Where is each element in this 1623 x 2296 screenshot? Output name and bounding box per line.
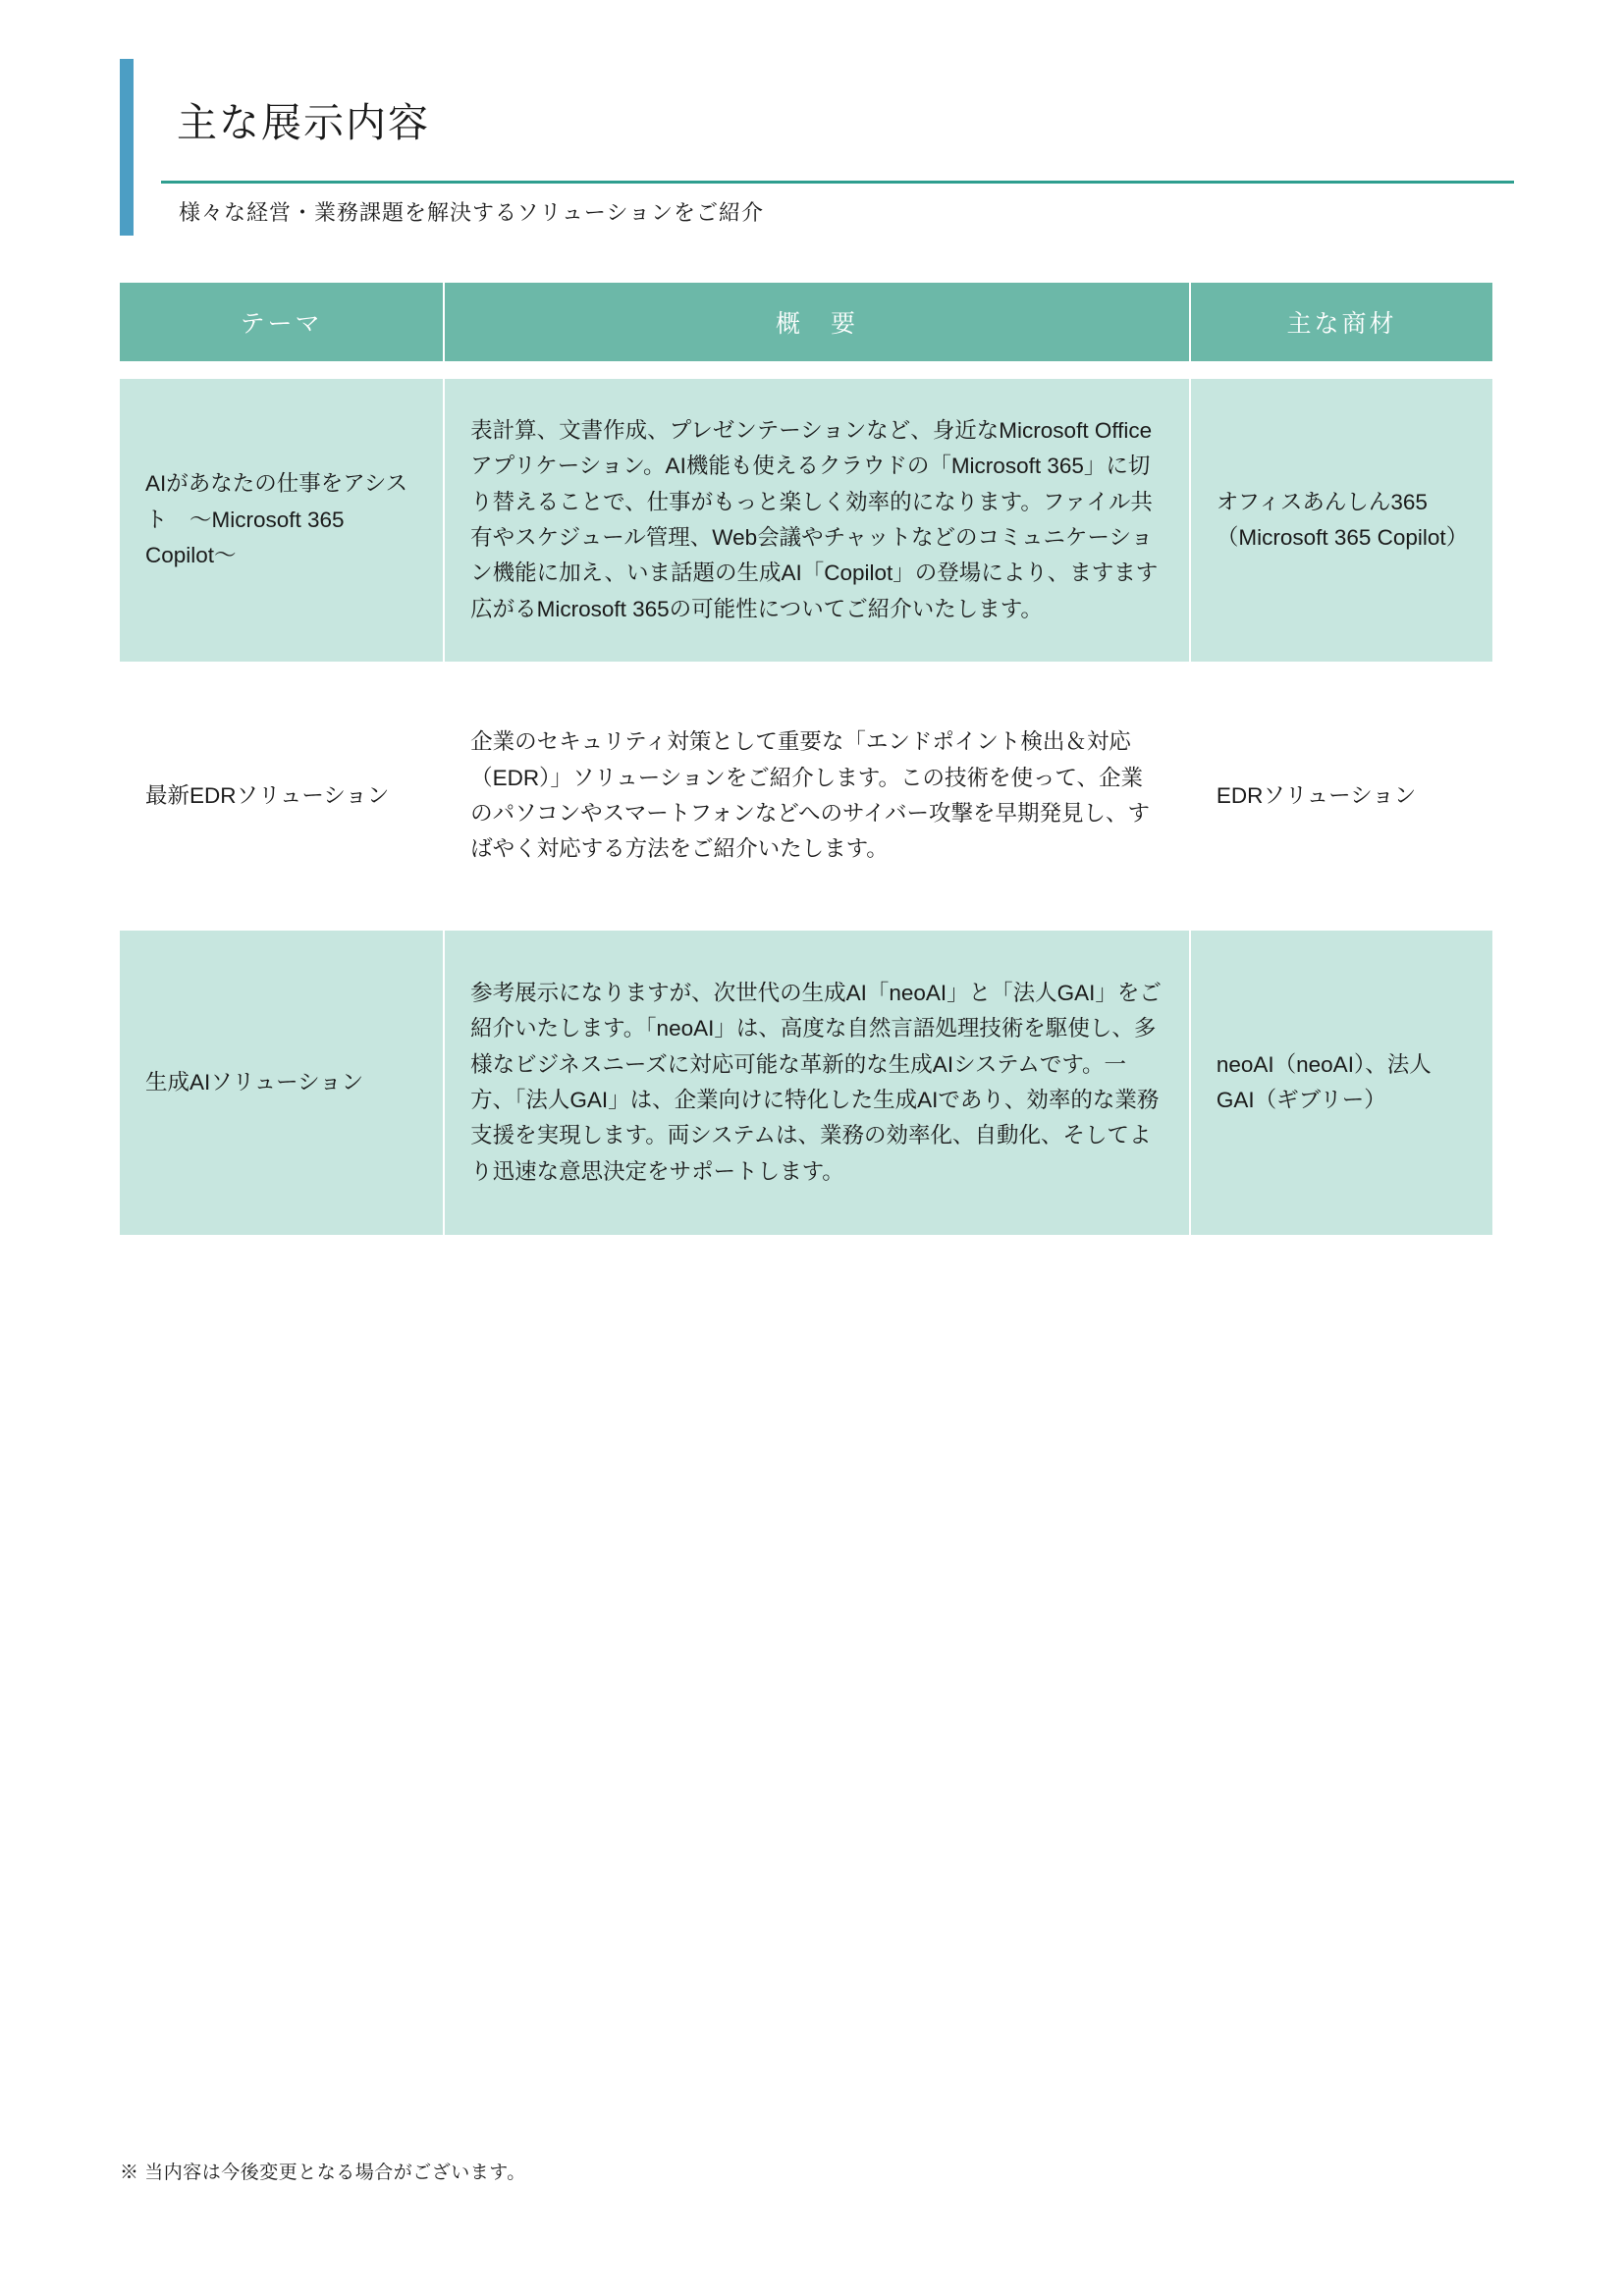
column-header-product: 主な商材 (1191, 283, 1492, 361)
cell-product (1191, 379, 1492, 662)
product-text: neoAI（neoAI）、法人GAI（ギブリー） (1216, 1051, 1432, 1112)
cell-theme (120, 722, 443, 870)
page-subtitle: 様々な経営・業務課題を解決するソリューションをご紹介 (179, 200, 765, 225)
theme-text: 生成AIソリューション (145, 1069, 364, 1095)
footer-note: ※ 当内容は今後変更となる場合がございます。 (120, 2163, 526, 2183)
cell-theme (120, 931, 443, 1235)
column-header-theme: テーマ (120, 283, 443, 361)
product-text: オフィスあんしん365（Microsoft 365 Copilot） (1216, 489, 1469, 550)
table-row (120, 379, 1492, 662)
table-row (120, 931, 1492, 1235)
header-accent-bar (120, 59, 134, 236)
table-row (120, 722, 1492, 870)
description-text: 企業のセキュリティ対策として重要な「エンドポイント検出＆対応（EDR）」ソリューションをご紹介します。この技術を使って、企業のパソコンやスマートフォンなどへのサイバー攻撃を早期発見し、すばやく対応する方法をご紹介いたします。 (470, 729, 1150, 862)
product-text: EDRソリューション (1216, 782, 1417, 808)
cell-description (445, 931, 1189, 1235)
cell-description (445, 722, 1189, 870)
exhibit-table (120, 283, 1492, 1235)
cell-product (1191, 722, 1492, 870)
page-title: 主な展示内容 (177, 100, 430, 145)
cell-theme (120, 379, 443, 662)
theme-text: AIがあなたの仕事をアシスト 〜Microsoft 365 Copilot〜 (145, 471, 408, 568)
description-text: 表計算、文書作成、プレゼンテーションなど、身近なMicrosoft Officeアプリケーション。AI機能も使えるクラウドの「Microsoft 365」に切り替えることで、仕事がもっと楽しく効率的になります。ファイル共有やスケジュール管理、Web会議やチャットなどのコミュニケーション機能に加え、いま話題の生成AI「Copilot」の登場により、ますます広がるMicrosoft 365の可能性についてご紹介いたします。 (470, 417, 1159, 621)
cell-product (1191, 931, 1492, 1235)
column-header-description: 概 要 (445, 283, 1189, 361)
description-text: 参考展示になりますが、次世代の生成AI「neoAI」と「法人GAI」をご紹介いたします。「neoAI」は、高度な自然言語処理技術を駆使し、多様なビジネスニーズに対応可能な革新的な生成AIシステムです。一方、「法人GAI」は、企業向けに特化した生成AIであり、効率的な業務支援を実現します。両システムは、業務の効率化、自動化、そしてより迅速な意思決定をサポートします。 (470, 980, 1162, 1184)
cell-description (445, 379, 1189, 662)
row-spacer (120, 870, 1492, 931)
page-header (120, 59, 1514, 236)
table-header-row (120, 283, 1492, 361)
theme-text: 最新EDRソリューション (145, 782, 390, 808)
header-body-spacer (120, 361, 1492, 379)
row-spacer (120, 662, 1492, 722)
header-divider (161, 181, 1514, 184)
